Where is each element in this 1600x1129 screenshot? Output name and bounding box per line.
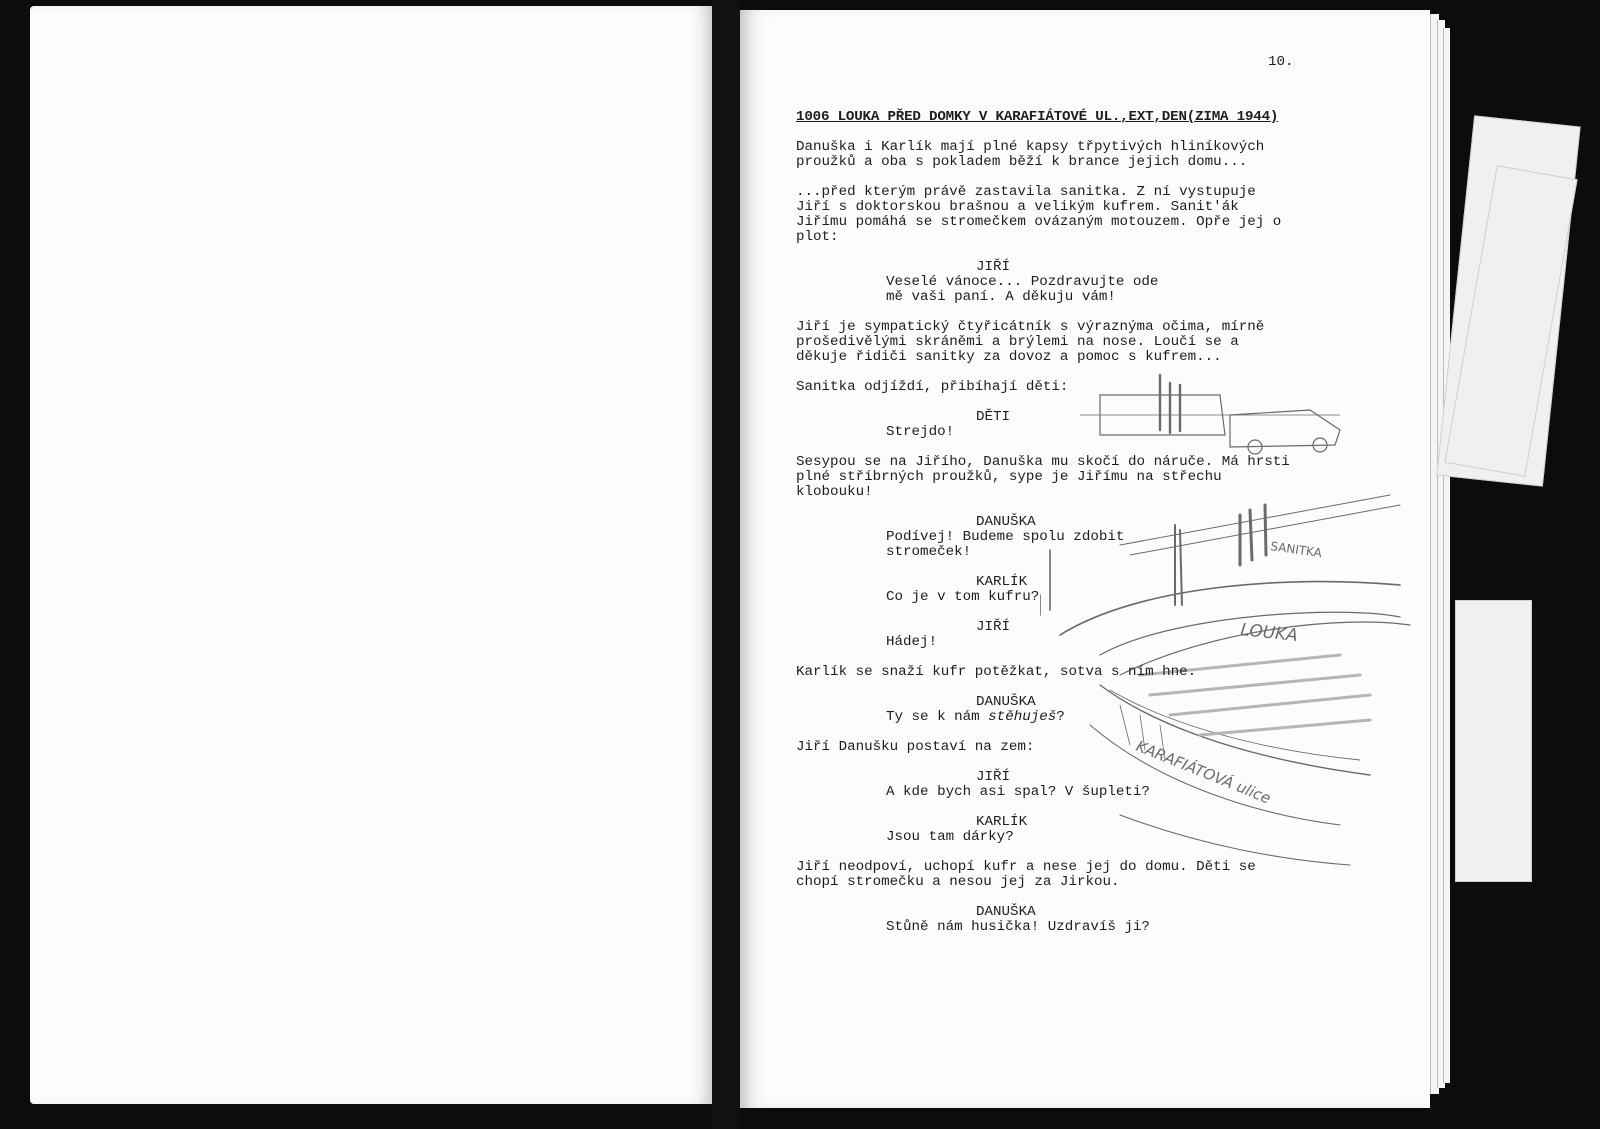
action-paragraph: Jiří Danušku postaví na zem: — [796, 739, 1035, 755]
dialogue-line: Hádej! — [886, 634, 938, 650]
page-number: 10. — [1268, 54, 1294, 70]
sketch-meadow — [1060, 582, 1410, 865]
character-name: JIŘÍ — [976, 259, 1011, 275]
character-name: KARLÍK — [976, 574, 1028, 590]
dialogue-line: Podívej! Budeme spolu zdobit stromeček! — [886, 529, 1125, 560]
pencil-sketch — [1040, 355, 1440, 895]
action-paragraph: ...před kterým právě zastavila sanitka. Z ní vystupuje Jiří s doktorskou brašnou a velikým kufrem. Sanit'ák Jiřímu pomáhá se stromečkem ovázaným motouzem. Opře jej o plot: — [796, 184, 1282, 245]
dialogue-line: Co je v tom kufru? — [886, 589, 1040, 605]
sketch-label-sanitka: SANITKA — [1269, 539, 1323, 561]
scene-heading: 1006 LOUKA PŘED DOMKY V KARAFIÁTOVÉ UL.,EXT,DEN(ZIMA 1944) — [796, 109, 1279, 125]
action-paragraph: Jiří je sympatický čtyřicátník s výraznýma očima, mírně prošedivělými skráněmi a brýlemi na nose. Loučí se a děkuje řidiči sanitky za dovoz a pomoc s kufrem... — [796, 319, 1265, 365]
character-name: DANUŠKA — [976, 694, 1036, 710]
dialogue-emphasis: stěhuješ — [988, 709, 1057, 725]
character-name: DĚTI — [976, 409, 1011, 425]
dialogue-line: Strejdo! — [886, 424, 955, 440]
left-page — [30, 6, 712, 1104]
action-paragraph: Danuška i Karlík mají plné kapsy třpytivých hliníkových proužků a oba s pokladem běží k brance jejich domu... — [796, 139, 1265, 170]
dialogue-line — [886, 710, 1065, 725]
sketch-label-ulice: KARAFIÁTOVÁ ulice — [1133, 737, 1274, 808]
action-paragraph: Sanitka odjíždí, přibíhají děti: — [796, 379, 1069, 395]
action-paragraph: Jiří neodpoví, uchopí kufr a nese jej do domu. Děti se chopí stromečku a nesou jej za Jirkou. — [796, 859, 1256, 890]
sketch-label-louka: LOUKA — [1239, 620, 1299, 646]
dialogue-fragment: ? — [1056, 709, 1065, 725]
character-name: JIŘÍ — [976, 619, 1011, 635]
action-paragraph: Karlík se snaží kufr potěžkat, sotva s ním hne. — [796, 664, 1197, 680]
book-gutter — [712, 0, 740, 1129]
dialogue-line: Veselé vánoce... Pozdravujte ode mě vaši paní. A děkuju vám! — [886, 274, 1159, 305]
page-edge — [1443, 28, 1450, 1083]
action-paragraph: Sesypou se na Jiřího, Danuška mu skočí do náruče. Má hrsti plné stříbrných proužků, sype je Jiřímu na střechu klobouku! — [796, 454, 1290, 500]
character-name: DANUŠKA — [976, 514, 1036, 530]
dialogue-line: A kde bych asi spal? V šupleti? — [886, 784, 1150, 800]
dialogue-line: Stůně nám husička! Uzdravíš ji? — [886, 919, 1150, 935]
character-name: DANUŠKA — [976, 904, 1036, 920]
character-name: KARLÍK — [976, 814, 1028, 830]
character-name: JIŘÍ — [976, 769, 1011, 785]
sketch-ambulance — [1080, 375, 1340, 454]
dialogue-line: Jsou tam dárky? — [886, 829, 1014, 845]
dialogue-fragment: Ty se k nám — [886, 709, 989, 725]
paper-tab — [1455, 600, 1532, 882]
